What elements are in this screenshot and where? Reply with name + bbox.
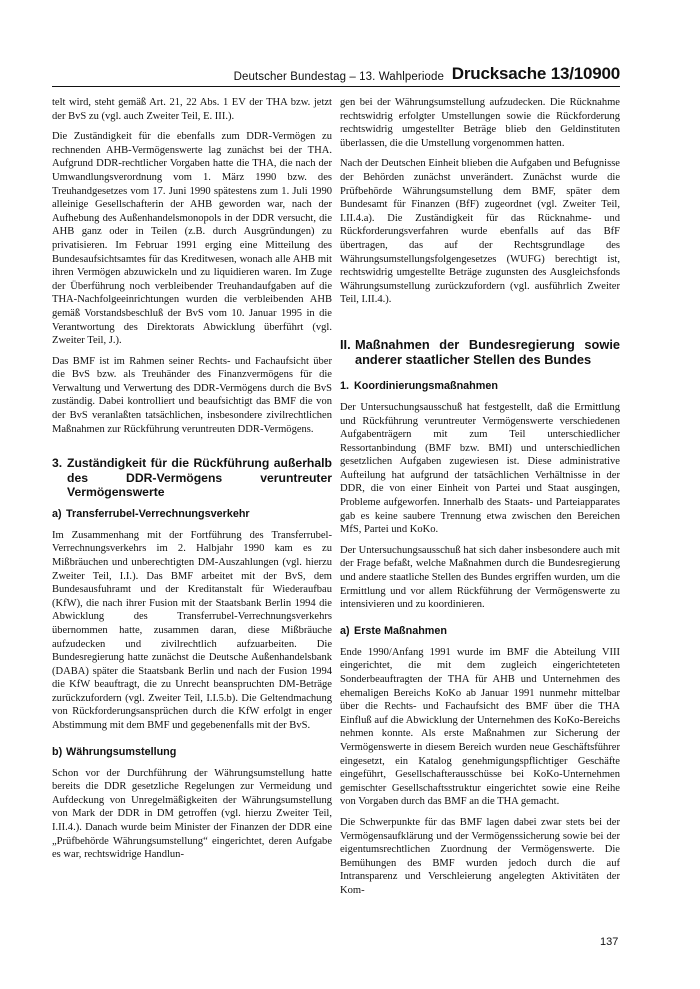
paragraph: Das BMF ist im Rahmen seiner Rechts- und Fachaufsicht über die BvS bzw. als Treuhänder des Finanzvermögens für die Verwaltung und Verwertung des DDR-Vermögens durch die BvS zuständig. Dabei kontrolliert und beaufsichtigt das BMF die von der BvS veranlaßten tatsächlichen, insbesondere zivilrechtlichen Maßnahmen zur Rückführung veruntreuten DDR-Vermögens.	[52, 355, 332, 435]
paragraph: Der Untersuchungsausschuß hat sich daher insbesondere auch mit der Frage befaßt, welche Maßnahmen durch die Bundesregierung und andere staatliche Stellen des Bundes ergriffen wurden, um die Ermittlung und vor allem Rückführung der Vermögenswerte zu intensivieren und zu koordinieren.	[340, 544, 620, 611]
paragraph: Schon vor der Durchführung der Währungsumstellung hatte bereits die DDR gesetzliche Regelungen zur Vermeidung und Aufdeckung von Unregelmäßigkeiten der Währungsumstellung von Mark der DDR in DM getroffen (vgl. hierzu Zweiter Teil, I.II.4.). Danach wurde beim Minister der Finanzen der DDR eine „Prüfbehörde Währungsumstellung“ eingerichtet, deren Aufgabe es war, rechtswidrige Handlun-	[52, 767, 332, 861]
document-number: Drucksache 13/10900	[451, 64, 620, 83]
section-number: 1.	[340, 379, 350, 392]
subheading-a	[340, 625, 620, 638]
section-title: Zuständigkeit für die Rückführung außerhalb des DDR-Vermögens veruntreuter Vermögenswerte	[67, 456, 332, 500]
chapter-number: II.	[340, 336, 351, 352]
running-header	[52, 64, 620, 87]
paragraph: telt wird, steht gemäß Art. 21, 22 Abs. 1 EV der THA bzw. jetzt der BvS zu (vgl. auch Zweiter Teil, E. III.).	[52, 97, 332, 122]
subheading-title: Transferrubel-Verrechnungsverkehr	[66, 507, 250, 520]
paragraph: Im Zusammenhang mit der Fortführung des Transferrubel-Verrechnungsverkehrs im 2. Halbjahr 1990 kam es zu Mißbräuchen und unberechtigten DM-Auszahlungen (vgl. hierzu Zweiter Teil, I.I.). Das BMF arbeitet mit der BvS, dem Bundesausfuhramt und der Kreditanstalt für Wiederaufbau (KfW), die nach ihrer Fusion mit der Staatsbank Berlin 1994 die Abwicklung des Transferrubel-Verrechnungsverkehrs übernommen hatte, zusammen daran, diese Mißbräuche aufzudecken und zivilrechtlich aufzuarbeiten. Die Bundesregierung hatte zunächst die Deutsche Außenhandelsbank (DABA) später die Staatsbank Berlin und nach der Fusion 1994 die KfW beauftragt, die zu Unrecht beanspruchten DM-Beträge zurückzufordern (vgl. Zweiter Teil, I.I.5.b). Die Geltendmachung von Rückforderungsansprüchen durch die KfW erfolgt in enger Abstimmung mit dem BMF und gegebenenfalls mit der BvS.	[52, 529, 332, 732]
paragraph: Die Schwerpunkte für das BMF lagen dabei zwar stets bei der Vermögensaufklärung und der Vermögenssicherung sowie bei der eigentumsrechtlichen Zuordnung der Vermögenswerte. Die Bemühungen des BMF wurden jedoch durch die auf Intransparenz und Verschleierung angelegten Aktivitäten der Kom-	[340, 816, 620, 896]
page-number: 137	[600, 936, 619, 948]
section-heading-1	[340, 380, 620, 393]
paragraph: Ende 1990/Anfang 1991 wurde im BMF die Abteilung VIII eingerichtet, die mit dem zugleich eingerichteteten Sonderbeauftragten der THA für AHB und Unternehmen des ehemaligen Bereichs KoKo ab Januar 1991 nunmehr mittelbar über die Rechts- und Fachaufsicht des BMF über die THA Einfluß auf die Abwicklung der Unternehmen des KoKo-Bereichs nehmen konnte. Als erste Maßnahmen zur Sicherung der Vermögenswerte in diesem Bereich wurden neue Geschäftsführer eingesetzt, ein Katalog genehmigungspflichtiger Geschäfte eingeführt, Gesellschafterausschüsse bei KoKo-Unternehmen gemischter Gesellschaftsstruktur eingerichtet sowie eine Reihe von Vorgaben durch das BMF an die THA gemacht.	[340, 646, 620, 808]
section-heading-3	[52, 456, 332, 500]
paragraph: Nach der Deutschen Einheit blieben die Aufgaben und Befugnisse der Behörden zunächst unverändert. Zunächst wurde die Prüfbehörde Währungsumstellung dem BMF, später dem Bundesamt für Finanzen (BfF) zugeordnet (vgl. Zweiter Teil, I.II.4.a). Die Zuständigkeit für das Rücknahme- und Rückforderungsverfahren wurde ebenfalls auf das BfF übertragen, das auf der Rechtsgrundlage des Währungsumstellungsfolgengesetzes (WUFG) berechtigt ist, rechtswidrig umgestellte Beträge zugunsten des Ausgleichsfonds Währungsumstellung zurückzufordern (vgl. ausführlich Zweiter Teil, I.II.4.).	[340, 158, 620, 306]
subheading-title: Währungsumstellung	[66, 745, 177, 758]
section-number: 3.	[52, 456, 63, 471]
chapter-title: Maßnahmen der Bundesregierung sowie anderer staatlicher Stellen des Bundes	[355, 336, 620, 368]
left-column	[52, 96, 332, 869]
subheading-title: Erste Maßnahmen	[354, 624, 447, 637]
section-title: Koordinierungsmaßnahmen	[354, 379, 498, 392]
subheading-number: b)	[52, 745, 63, 758]
subheading-number: a)	[340, 624, 350, 637]
subheading-b	[52, 746, 332, 759]
subheading-number: a)	[52, 507, 62, 520]
publication-title: Deutscher Bundestag – 13. Wahlperiode	[233, 71, 444, 83]
paragraph: Der Untersuchungsausschuß hat festgestellt, daß die Ermittlung und Rückführung veruntreuter Vermögenswerte verschiedenen Aufgabenträgern mit zum Teil unterschiedlicher Ressortanbindung (BMF bzw. BMI) und unterschiedlichen gesetzlichen Aufgaben zugewiesen ist. Diese administrative Aufteilung hat aufgrund der tatsächlichen Verhältnisse in der DDR, die von einer Einheit von Partei und Staat ausgingen, Probleme aufgeworfen. Innerhalb des Staats- und Parteiapparates gab es keine saubere Trennung etwa zwischen den Bereichen MfS, Partei und KoKo.	[340, 401, 620, 536]
paragraph: gen bei der Währungsumstellung aufzudecken. Die Rücknahme rechtswidrig erfolgter Umstellungen sowie die Rückforderung rechtswidrig umgestellter Beträge blieb den Geldinstituten überlassen, die die Umstellung vorgenommen hatten.	[340, 97, 620, 149]
right-column	[340, 96, 620, 905]
chapter-heading-II	[340, 337, 620, 368]
paragraph: Die Zuständigkeit für die ebenfalls zum DDR-Vermögen zu rechnenden AHB-Vermögenswerte lag zunächst bei der THA. Aufgrund DDR-rechtlicher Vorgaben hatte die THA, die nach der Umwandlungsverordnung vom 1. März 1990 bzw. des Treuhandgesetzes vom 17. Juni 1990 spätestens zum 1. Juli 1990 alleinige Gesellschafterin der AHB geworden war, nach der Aufhebung des Außenhandelsmonopols in der DDR versucht, die AHB ganz oder in Teilen (z.B. durch Ausgründungen) zu privatisieren. Im Februar 1991 erging eine Mitteilung des Bundesaufsichtsamtes für das Kreditwesen, wonach alle AHB mit ihren Vermögen abzuwickeln und zu liquidieren waren. Im Zuge der Überführung noch verbleibender Treuhandaufgaben auf die THA-Nachfolgeeinrichtungen wurden die verbleibenden AHB gemäß Vorstandsbeschluß der BvS vom 10. Januar 1995 in die Verantwortung des Direktorats Abwicklung überführt (vgl. Zweiter Teil, J.).	[52, 131, 332, 347]
subheading-a	[52, 508, 332, 521]
